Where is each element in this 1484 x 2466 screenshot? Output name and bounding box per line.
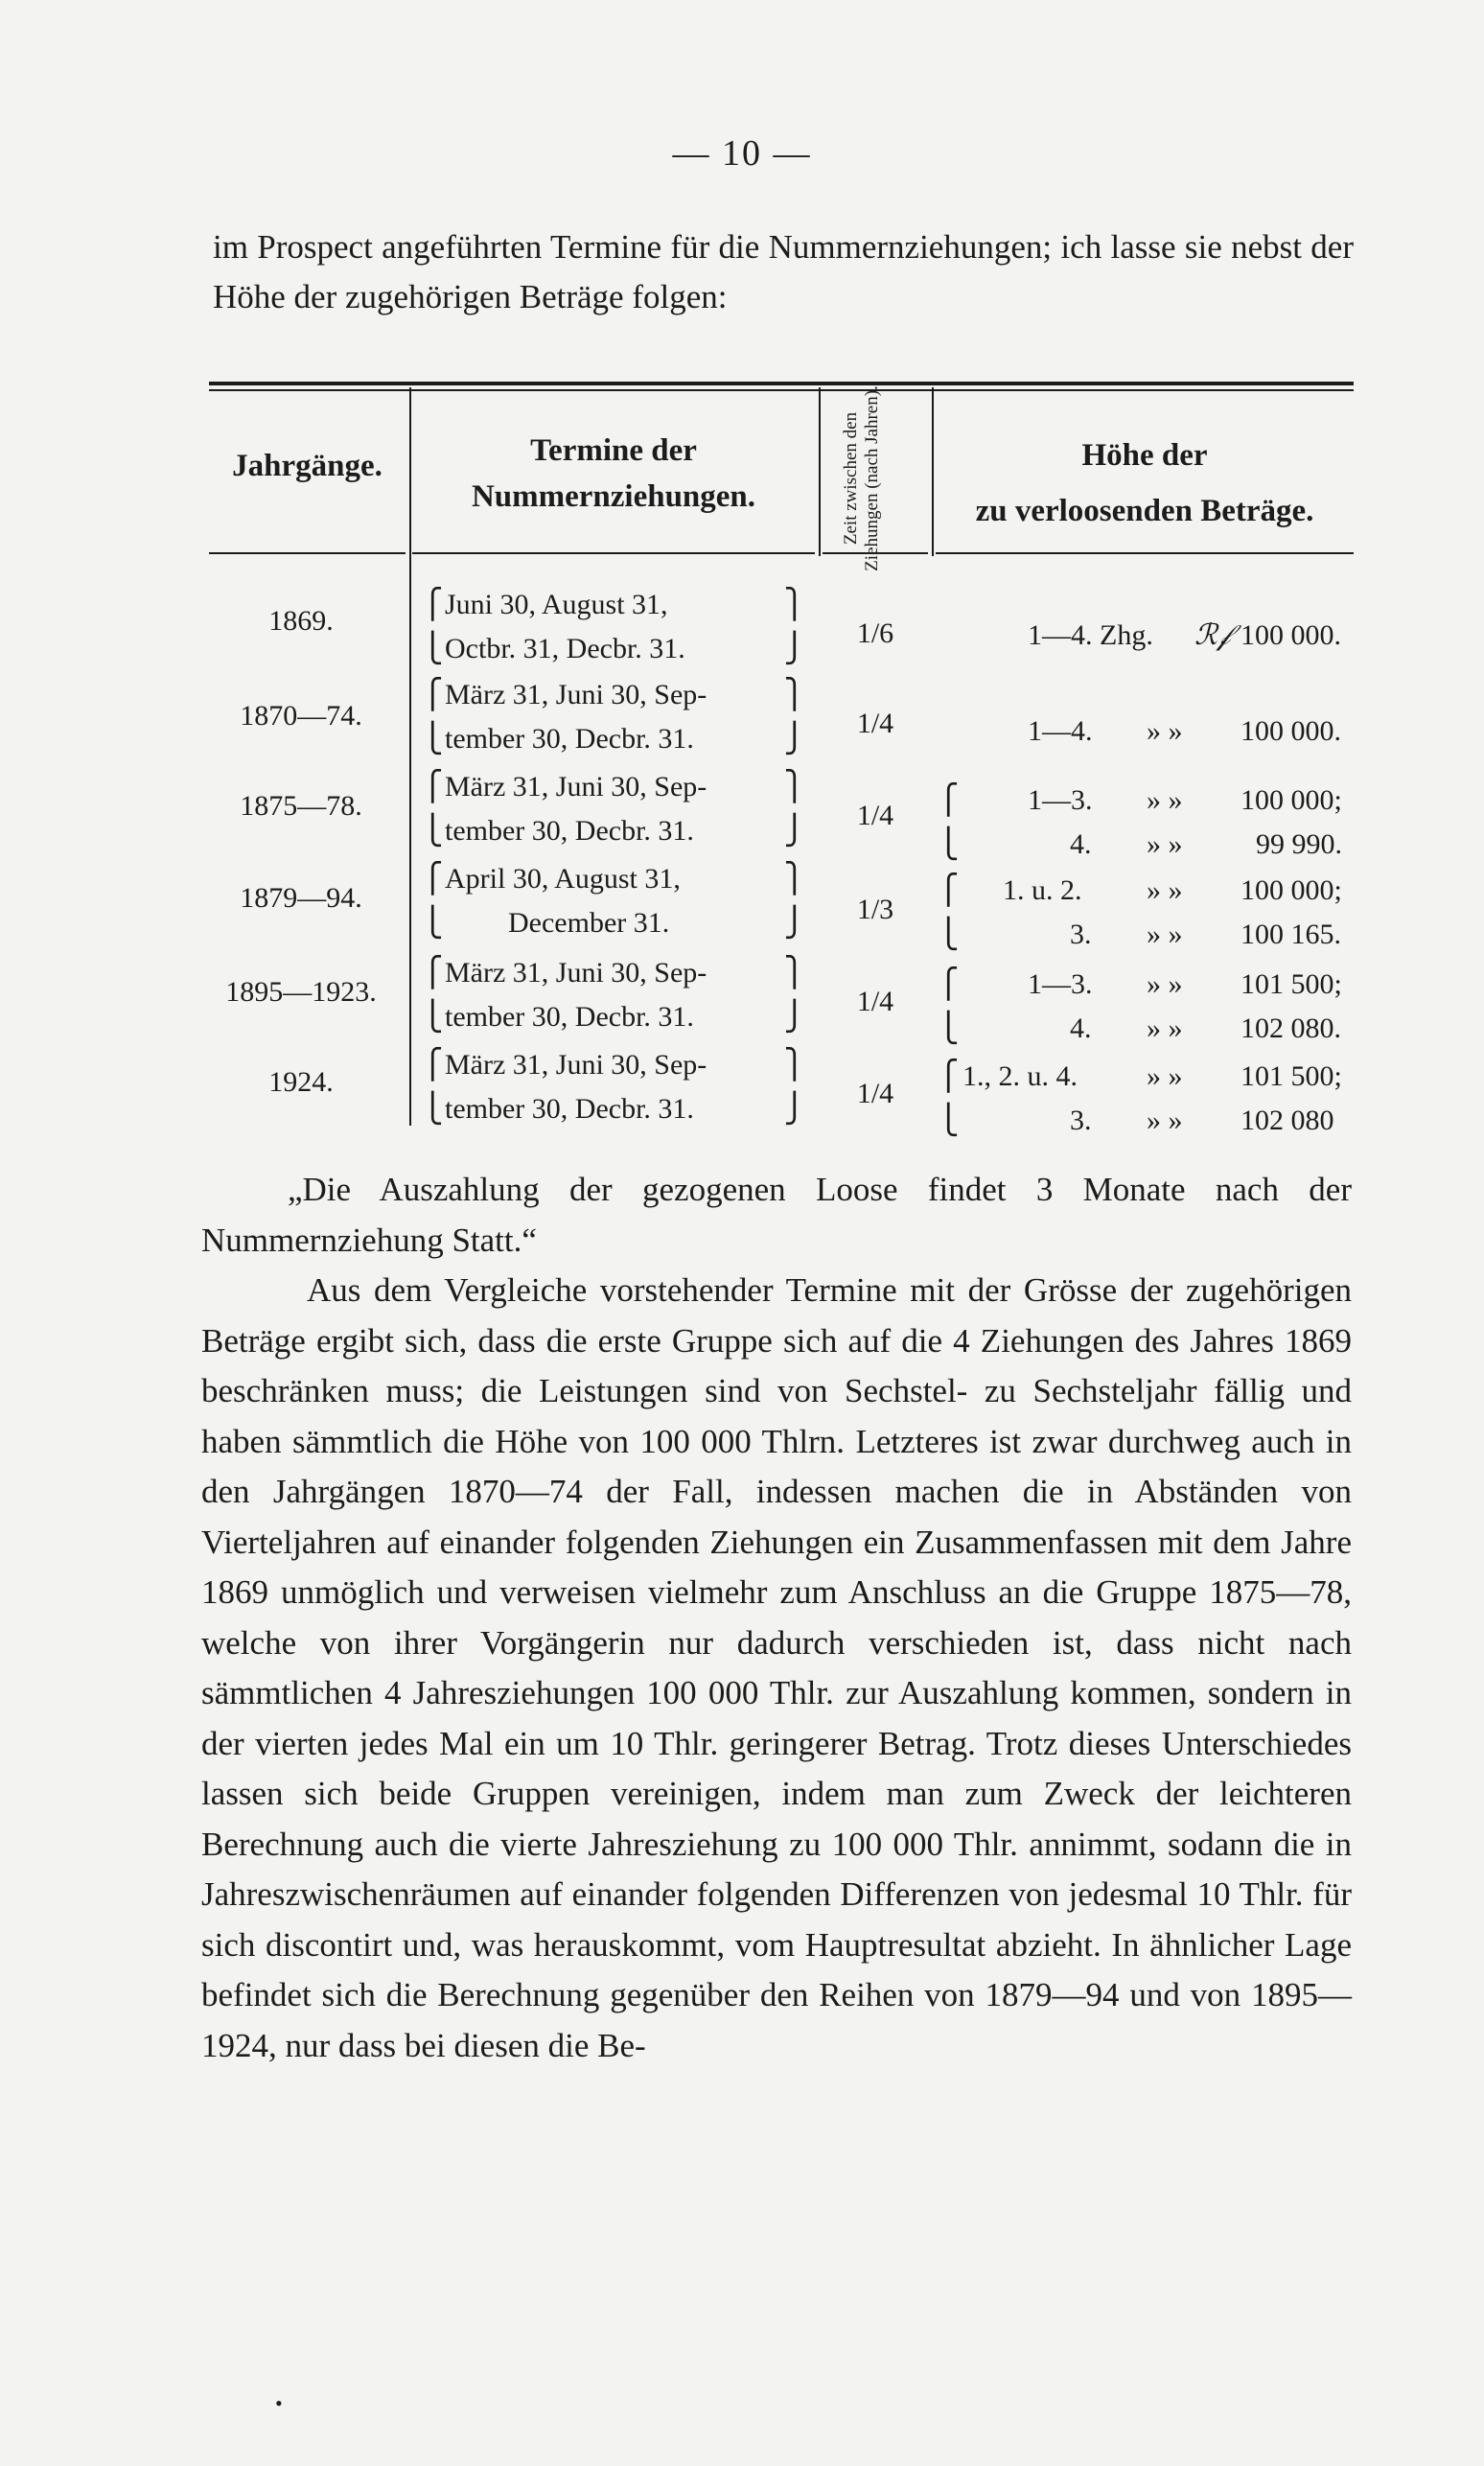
page-number: — 10 — [672,133,812,174]
ditto-marks: » » [1147,784,1183,816]
table-row-year: 1895—1923. [225,976,377,1008]
table-row-interval: 1/4 [856,986,894,1017]
table-row-interval: 1/4 [856,708,894,739]
header-underline-amount [936,552,1354,554]
analysis-paragraph: Aus dem Vergleiche vorstehender Termine mit der Grösse der zugehörigen Beträge ergibt sich, dass die erste Gruppe sich auf die 4 Ziehungen des Jahres 1869 beschränken muss; die Leistungen sind von Sechstel- zu Sechsteljahr fällig und haben sämmtlich die Höhe von 100 000 Thlrn. Letzteres ist zwar durchweg auch in den Jahrgängen 1870—74 der Fall, indessen machen die in Abständen von Vierteljahren auf einander folgenden Ziehungen ein Zusammenfassen mit dem Jahre 1869 unmöglich und verweisen vielmehr zum Anschluss an die Gruppe 1875—78, welche von ihrer Vorgängerin nur dadurch verschieden ist, dass nicht nach sämmtlichen 4 Jahresziehungen 100 000 Thlr. zur Auszahlung kommen, sondern in der vierten jedes Mal ein um 10 Thlr. geringerer Betrag. Trotz dieses Unterschiedes lassen sich beide Gruppen vereinigen, indem man zum Zweck der leichteren Berechnung auch die vierte Jahresziehung zu 100 000 Thlr. annimmt, sodann die in Jahreszwischenräumen auf einander folgenden Differenzen von jedesmal 10 Thlr. für sich discontirt und, was herauskommt, vom Hauptresultat abzieht. In ähnlicher Lage befindet sich die Berechnung gegenüber den Reihen von 1879—94 und von 1895—1924, nur dass bei diesen die Be- [201,1271,1352,2064]
table-top-rule [209,382,1354,385]
amount-value: 100 000. [1241,715,1341,747]
draws: 4. [1070,1012,1092,1044]
ditto-marks: » » [1147,1060,1183,1092]
ditto-marks: » » [1147,1012,1183,1044]
table-row-year: 1875—78. [240,790,362,822]
term-line: December 31. [508,907,670,939]
amount-value: 101 500; [1241,1060,1342,1092]
draws: 1—3. [1028,784,1093,816]
table-row-amounts: ⎧ ⎩ 1—3. » » 100 000; 4. » » 99 990. [936,779,1357,867]
table-row-terms: ⎧ ⎩ März 31, Juni 30, Sep- tember 30, Decbr. 31. ⎫ ⎭ [422,951,805,1039]
term-line: März 31, Juni 30, Sep- [445,771,707,803]
term-line: tember 30, Decbr. 31. [445,1093,694,1125]
table-row-year: 1869. [268,605,334,637]
term-line: März 31, Juni 30, Sep- [445,679,707,710]
header-terms-line2: Nummernziehungen. [471,479,756,514]
ditto-marks: » » [1147,828,1183,860]
amount-value: 102 080. [1241,1012,1341,1044]
body-text [201,1165,1352,2071]
header-amount-line1: Höhe der [1081,438,1208,473]
draws: 4. [1070,828,1092,860]
header-years: Jahrgänge. [232,449,383,483]
draws: 1. u. 2. [1003,874,1082,906]
table-row-interval: 1/4 [856,800,894,831]
table-row-interval: 1/4 [856,1078,894,1109]
header-terms [412,428,815,520]
amount-value: 100 000; [1241,784,1342,816]
ditto-marks: » » [1147,1105,1183,1136]
draws: 1., 2. u. 4. [962,1060,1078,1092]
table-row-terms: ⎧ ⎩ März 31, Juni 30, Sep- tember 30, Decbr. 31. ⎫ ⎭ [422,765,805,853]
table-row-terms: ⎧ ⎩ Juni 30, August 31, Octbr. 31, Decbr. 31. ⎫ ⎭ [422,583,805,671]
amount-value: 101 500; [1241,968,1342,1000]
header-amount [936,428,1354,539]
ditto-marks: » » [1147,874,1183,906]
amount-value: 100 000. [1241,619,1341,651]
draws: 3. [1070,1105,1092,1136]
table-row-amounts: ⎧ ⎩ 1. u. 2. » » 100 000; 3. » » 100 165. [936,869,1357,957]
term-line: April 30, August 31, [445,863,681,895]
term-line: tember 30, Decbr. 31. [445,723,694,755]
table-top-rule-thin [209,389,1354,391]
draws: 1—3. [1028,968,1093,1000]
intro-text: im Prospect angeführten Termine für die Nummernziehungen; ich lasse sie nebst der Höhe der zugehörigen Beträge folgen: [213,228,1354,315]
term-line: März 31, Juni 30, Sep- [445,1049,707,1081]
header-underline-years [209,552,406,554]
table-row-year: 1924. [268,1066,334,1098]
amount-value: 100 000; [1241,874,1342,906]
term-line: Juni 30, August 31, [445,589,668,620]
table-row-interval: 1/6 [856,617,894,649]
table-row-year: 1879—94. [240,882,362,914]
term-line: Octbr. 31, Decbr. 31. [445,633,685,664]
draws: 1—4. Zhg. [1028,619,1153,651]
ditto-marks: » » [1147,968,1183,1000]
table-row-year: 1870—74. [240,700,362,732]
header-amount-line2: zu verloosenden Beträge. [975,494,1314,528]
draws: 1—4. [1028,715,1093,747]
header-interval: Zeit zwischen den Ziehungen (nach Jahren). [841,385,882,571]
quote-paragraph: „Die Auszahlung der gezogenen Loose findet 3 Monate nach der Nummernziehung Statt.“ [201,1171,1352,1259]
currency-symbol: ℛ𝒻 [1194,619,1231,651]
amount-value: 100 165. [1241,919,1341,950]
term-line: tember 30, Decbr. 31. [445,815,694,847]
amount-value: 102 080 [1241,1105,1334,1136]
amount-value: 99 990. [1256,828,1342,860]
term-line: März 31, Juni 30, Sep- [445,957,707,989]
ditto-marks: » » [1147,715,1183,747]
ditto-marks: » » [1147,919,1183,950]
header-underline-terms [412,552,815,554]
table-row-amounts: ⎧ ⎩ 1—3. » » 101 500; 4. » » 102 080. [936,963,1357,1051]
column-divider-1 [409,387,411,1126]
table-row-terms: ⎧ ⎩ April 30, August 31, December 31. ⎫ ⎭ [422,857,805,945]
intro-paragraph [213,222,1354,322]
table-row-amounts [936,614,1357,658]
table-row-terms: ⎧ ⎩ März 31, Juni 30, Sep- tember 30, Decbr. 31. ⎫ ⎭ [422,1043,805,1131]
table-row-amounts: ⎧ ⎩ 1., 2. u. 4. » » 101 500; 3. » » 102 080 [936,1055,1357,1143]
table-row-amounts [936,710,1357,754]
header-terms-line1: Termine der [530,433,697,468]
column-divider-3 [932,387,934,556]
draws: 3. [1070,919,1092,950]
table-row-interval: 1/3 [856,894,894,925]
print-speck: • [275,2391,283,2415]
column-divider-2 [819,387,821,556]
table-row-terms: ⎧ ⎩ März 31, Juni 30, Sep- tember 30, Decbr. 31. ⎫ ⎭ [422,673,805,761]
term-line: tember 30, Decbr. 31. [445,1001,694,1033]
